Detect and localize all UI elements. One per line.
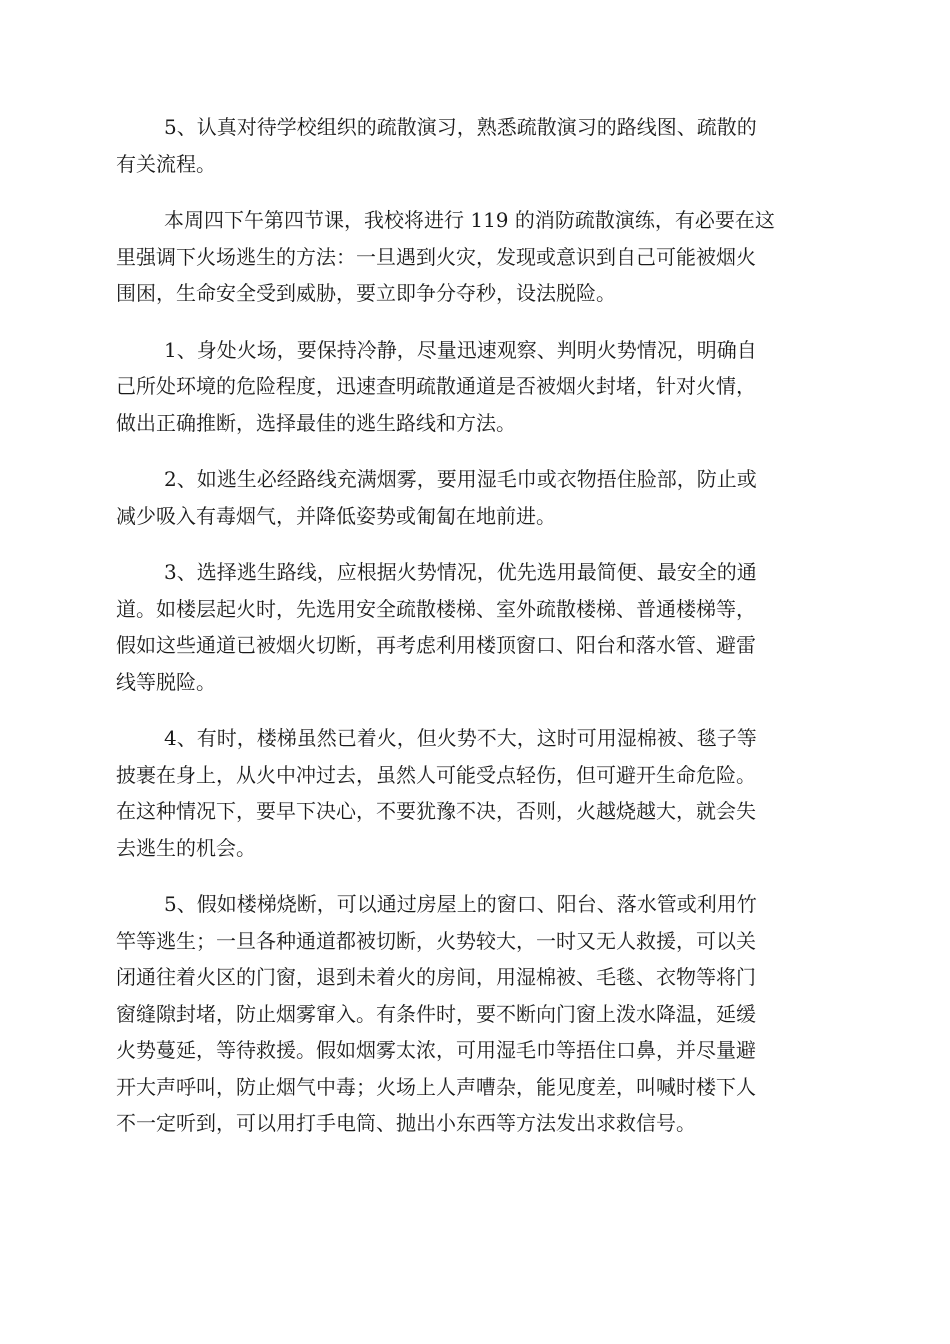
paragraph-line: 窗缝隙封堵，防止烟雾窜入。有条件时，要不断向门窗上泼水降温，延缓	[116, 1001, 756, 1026]
document-page	[116, 109, 832, 1162]
paragraph-evacuation-drill	[116, 109, 832, 182]
paragraph-line: 火势蔓延，等待救援。假如烟雾太浓，可用湿毛巾等捂住口鼻，并尽量避	[116, 1038, 756, 1062]
paragraph-line: 里强调下火场逃生的方法：一旦遇到火灾，发现或意识到自己可能被烟火	[116, 244, 756, 269]
paragraph-line: 有关流程。	[116, 151, 216, 176]
paragraph-line: 围困，生命安全受到威胁，要立即争分夺秒，设法脱险。	[116, 281, 616, 305]
paragraph-line: 3、选择逃生路线，应根据火势情况，优先选用最简便、最安全的通	[164, 560, 757, 584]
paragraph-line: 竿等逃生；一旦各种通道都被切断，火势较大，一时又无人救援，可以关	[116, 928, 756, 953]
paragraph-line: 闭通往着火区的门窗，退到未着火的房间，用湿棉被、毛毯、衣物等将门	[116, 965, 756, 989]
paragraph-tip-4	[116, 720, 832, 866]
paragraph-line: 假如这些通道已被烟火切断，再考虑利用楼顶窗口、阳台和落水管、避雷	[116, 633, 756, 657]
paragraph-line: 做出正确推断，选择最佳的逃生路线和方法。	[116, 410, 516, 435]
paragraph-line: 本周四下午第四节课，我校将进行 119 的消防疏散演练，有必要在这	[164, 208, 775, 232]
paragraph-tip-1	[116, 332, 832, 442]
paragraph-line: 在这种情况下，要早下决心，不要犹豫不决，否则，火越烧越大，就会失	[116, 799, 756, 823]
paragraph-tip-2	[116, 461, 832, 534]
paragraph-line: 去逃生的机会。	[116, 835, 256, 860]
paragraph-line: 己所处环境的危险程度，迅速查明疏散通道是否被烟火封堵，针对火情，	[116, 374, 756, 398]
paragraph-line: 减少吸入有毒烟气，并降低姿势或匍匐在地前进。	[116, 503, 556, 528]
paragraph-tip-5	[116, 886, 832, 1142]
paragraph-line: 2、如逃生必经路线充满烟雾，要用湿毛巾或衣物捂住脸部，防止或	[164, 467, 757, 491]
paragraph-line: 线等脱险。	[116, 669, 216, 694]
paragraph-line: 开大声呼叫，防止烟气中毒；火场上人声嘈杂，能见度差，叫喊时楼下人	[116, 1074, 756, 1099]
paragraph-line: 4、有时，楼梯虽然已着火，但火势不大，这时可用湿棉被、毯子等	[164, 726, 757, 750]
paragraph-line: 5、假如楼梯烧断，可以通过房屋上的窗口、阳台、落水管或利用竹	[164, 892, 757, 916]
paragraph-line: 披裹在身上，从火中冲过去，虽然人可能受点轻伤，但可避开生命危险。	[116, 762, 756, 787]
paragraph-line: 5、认真对待学校组织的疏散演习，熟悉疏散演习的路线图、疏散的	[164, 115, 757, 139]
paragraph-line: 道。如楼层起火时，先选用安全疏散楼梯、室外疏散楼梯、普通楼梯等，	[116, 596, 756, 621]
paragraph-line: 不一定听到，可以用打手电筒、抛出小东西等方法发出求救信号。	[116, 1111, 696, 1135]
paragraph-tip-3	[116, 554, 832, 700]
paragraph-fire-drill-intro	[116, 202, 832, 312]
paragraph-line: 1、身处火场，要保持冷静，尽量迅速观察、判明火势情况，明确自	[164, 337, 757, 362]
